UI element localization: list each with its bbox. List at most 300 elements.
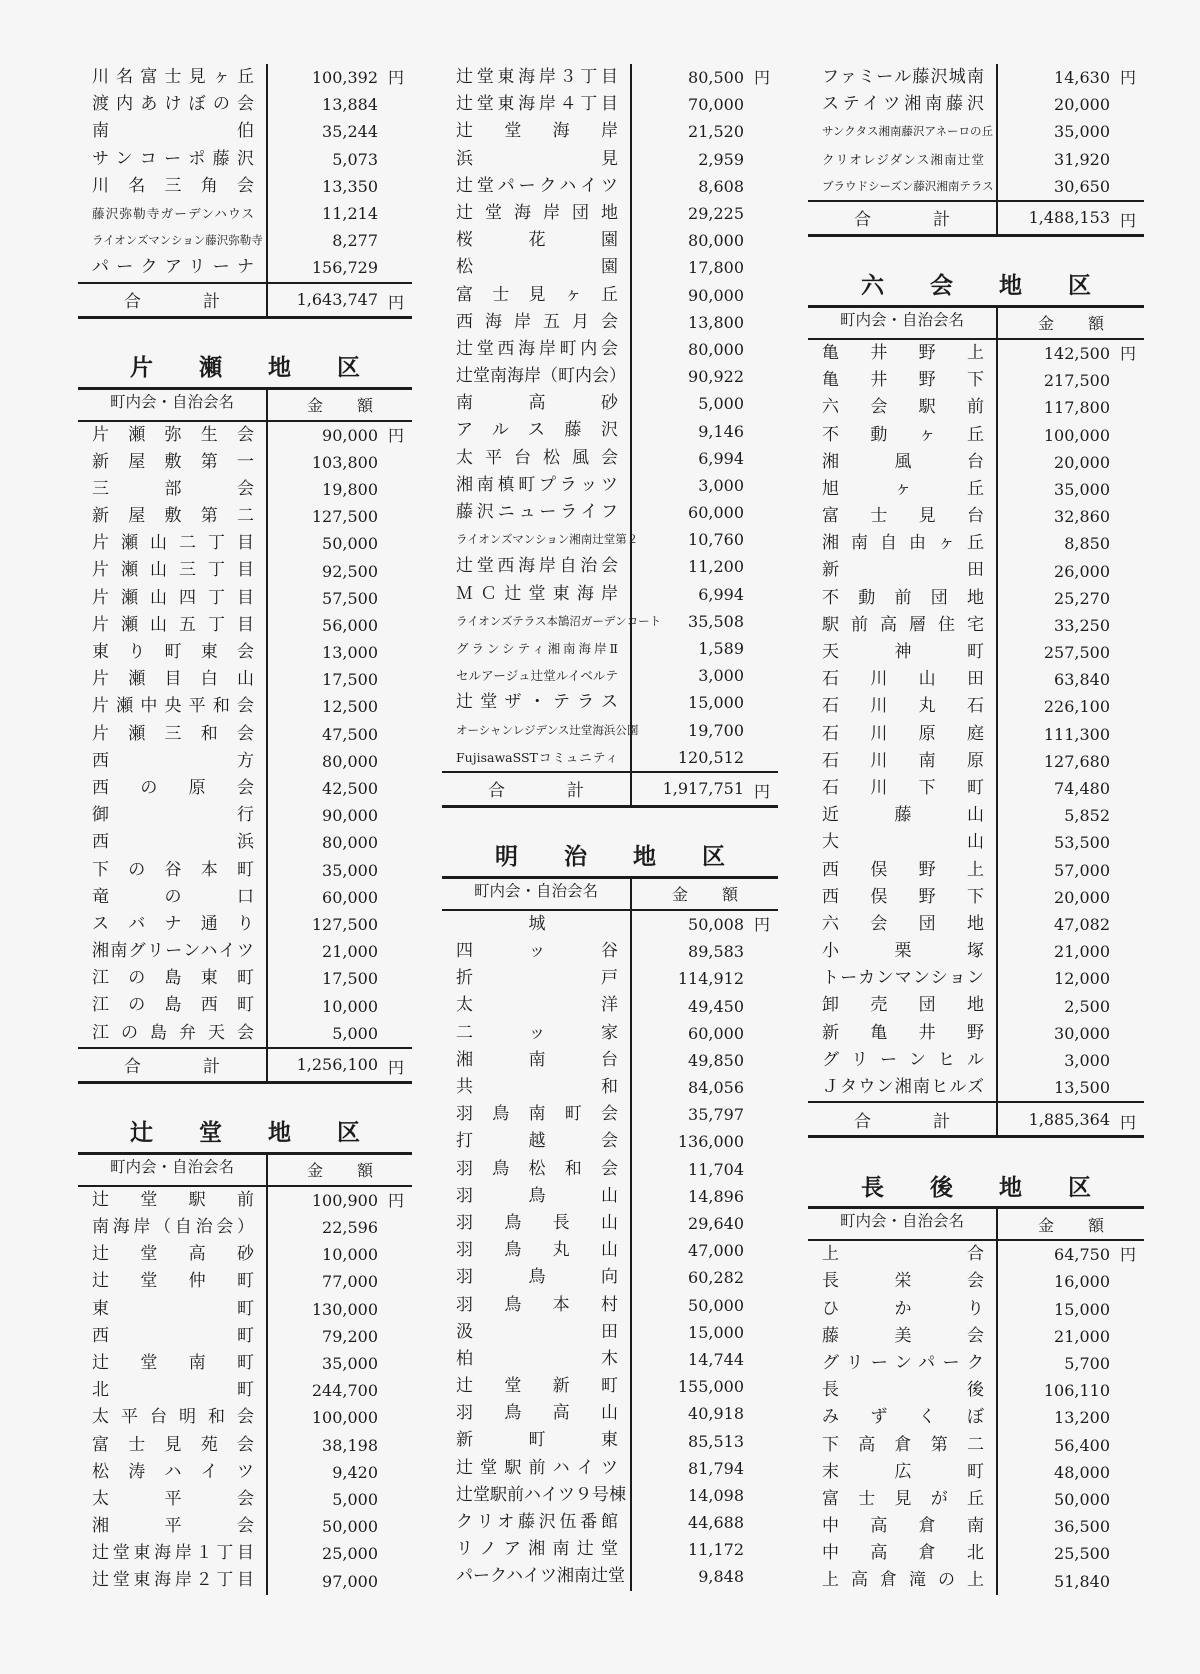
amount-value: 31,920 [1054, 149, 1110, 169]
association-name: 太洋 [442, 992, 632, 1019]
association-name: 辻堂パークハイツ [442, 173, 632, 200]
table-row [78, 1567, 412, 1594]
amount-cell [998, 1047, 1144, 1074]
amount-cell [268, 1404, 412, 1431]
amount-value: 114,912 [677, 969, 744, 989]
amount-cell [998, 91, 1144, 118]
amount-cell [998, 829, 1144, 856]
yen-unit: 円 [387, 1190, 404, 1210]
district-title-text: 片瀬地区 [130, 354, 360, 381]
amount-cell [998, 1459, 1144, 1486]
amount-value: 14,098 [688, 1485, 744, 1505]
table-row [808, 1323, 1144, 1350]
amount-value: 51,840 [1054, 1571, 1110, 1591]
association-name: 片瀬山四丁目 [78, 585, 268, 612]
amount-cell [632, 363, 778, 390]
association-name: 片瀬中央平和会 [78, 693, 268, 720]
table-row [442, 1020, 778, 1047]
table-row [808, 146, 1144, 173]
table-row [808, 340, 1144, 367]
association-name: 羽鳥高山 [442, 1400, 632, 1427]
amount-cell [268, 118, 412, 145]
total-label [808, 1103, 998, 1135]
amount-cell [632, 336, 778, 363]
amount-value: 10,000 [322, 1245, 378, 1265]
amount-value: 155,000 [677, 1377, 744, 1397]
association-name: 片瀬三和会 [78, 721, 268, 748]
amount-value: 29,640 [688, 1214, 744, 1234]
yen-unit: 円 [387, 1058, 404, 1078]
amount-value: 53,500 [1054, 833, 1110, 853]
amount-cell [632, 608, 778, 635]
amount-value: 90,000 [688, 285, 744, 305]
amount-value: 80,000 [688, 339, 744, 359]
yen-unit: 円 [753, 68, 770, 88]
association-name: 辻堂ザ・テラス [442, 689, 632, 716]
table-row [808, 1486, 1144, 1513]
association-name: 富士見台 [808, 503, 998, 530]
association-name: 北町 [78, 1377, 268, 1404]
amount-cell [998, 1020, 1144, 1047]
total-amount-value: 1,643,747 [296, 290, 378, 309]
table-row [78, 1513, 412, 1540]
table-row [442, 553, 778, 580]
table-row [808, 1404, 1144, 1431]
table-row [78, 965, 412, 992]
table-row [808, 612, 1144, 639]
amount-cell [998, 612, 1144, 639]
table-row [808, 1296, 1144, 1323]
amount-value: 14,896 [688, 1186, 744, 1206]
amount-cell [268, 775, 412, 802]
table-row [78, 693, 412, 720]
amount-value: 84,056 [688, 1078, 744, 1098]
amount-cell [268, 64, 412, 91]
amount-value: 13,200 [1054, 1408, 1110, 1428]
amount-cell [632, 445, 778, 472]
association-name: 石川南原 [808, 748, 998, 775]
amount-value: 21,000 [322, 942, 378, 962]
association-name: 富士見が丘 [808, 1486, 998, 1513]
amount-cell [632, 911, 778, 938]
amount-cell [632, 662, 778, 689]
amount-value: 42,500 [322, 779, 378, 799]
amount-cell [632, 1482, 778, 1509]
association-name: 折戸 [442, 965, 632, 992]
amount-cell [268, 530, 412, 557]
amount-cell [632, 472, 778, 499]
table-row [808, 721, 1144, 748]
association-name: クリオレジダンス湘南辻堂 [808, 146, 998, 173]
association-name: 片瀬山五丁目 [78, 612, 268, 639]
table-row [442, 146, 778, 173]
district-block [808, 64, 1144, 237]
amount-value: 120,512 [677, 747, 744, 767]
table-row [442, 227, 778, 254]
table-row [78, 449, 412, 476]
table-row [808, 64, 1144, 91]
amount-cell [632, 64, 778, 91]
total-amount [632, 779, 778, 802]
amount-cell [632, 499, 778, 526]
association-name: 三部会 [78, 476, 268, 503]
table-row [442, 1346, 778, 1373]
amount-cell [632, 227, 778, 254]
table-row [808, 775, 1144, 802]
amount-cell [998, 1513, 1144, 1540]
total-row [442, 771, 778, 808]
amount-value: 127,680 [1043, 751, 1110, 771]
amount-value: 17,500 [322, 670, 378, 690]
table-row [442, 445, 778, 472]
amount-cell [268, 857, 412, 884]
association-name: 辻堂新町 [442, 1373, 632, 1400]
amount-value: 21,000 [1054, 942, 1110, 962]
table-row [78, 612, 412, 639]
association-name: ライオンズテラス本鵠沼ガーデンコート [442, 608, 632, 635]
association-name: 辻堂仲町 [78, 1268, 268, 1295]
association-name: 羽鳥丸山 [442, 1237, 632, 1264]
amount-cell [268, 1241, 412, 1268]
amount-value: 50,000 [322, 1517, 378, 1537]
header-amount-a: 金 [306, 1161, 323, 1181]
table-row [808, 1567, 1144, 1594]
header-amount-b: 額 [357, 396, 374, 415]
association-name: 羽鳥山 [442, 1183, 632, 1210]
table-row [442, 1210, 778, 1237]
total-amount-value: 1,488,153 [1028, 208, 1110, 228]
amount-value: 8,850 [1064, 534, 1110, 554]
total-label-text: 合計 [124, 1057, 220, 1078]
yen-unit: 円 [387, 425, 404, 445]
table-row [442, 1319, 778, 1346]
amount-cell [268, 558, 412, 585]
amount-cell [632, 390, 778, 417]
association-name: 片瀬山二丁目 [78, 530, 268, 557]
table-row [808, 884, 1144, 911]
amount-cell [998, 965, 1144, 992]
yen-unit: 円 [1119, 211, 1136, 231]
association-name: 新屋敷第二 [78, 503, 268, 530]
association-name: 辻堂高砂 [78, 1241, 268, 1268]
yen-unit: 円 [1119, 68, 1136, 88]
association-name: 近藤山 [808, 802, 998, 829]
table-row [442, 1563, 778, 1590]
association-name: 打越会 [442, 1128, 632, 1155]
header-amount-a: 金 [671, 885, 688, 905]
amount-value: 47,082 [1054, 914, 1110, 934]
total-amount [998, 1109, 1144, 1132]
table-row [808, 1020, 1144, 1047]
amount-cell [632, 1237, 778, 1264]
table-row [808, 857, 1144, 884]
amount-value: 100,392 [311, 68, 378, 88]
amount-value: 30,000 [1054, 1023, 1110, 1043]
amount-value: 106,110 [1043, 1381, 1110, 1401]
association-name: 駅前高層住宅 [808, 612, 998, 639]
table-row [808, 173, 1144, 200]
association-name: 東り町東会 [78, 639, 268, 666]
association-name: セルアージュ辻堂ルイベルテ [442, 662, 632, 689]
association-name: リノア湘南辻堂 [442, 1536, 632, 1563]
table-row [808, 476, 1144, 503]
association-name: 片瀬弥生会 [78, 422, 268, 449]
district-block [442, 64, 778, 808]
amount-value: 17,800 [688, 258, 744, 278]
association-name: 柏木 [442, 1346, 632, 1373]
amount-cell [998, 1404, 1144, 1431]
association-name: 東町 [78, 1296, 268, 1323]
amount-cell [268, 693, 412, 720]
amount-cell [268, 200, 412, 227]
district-block [78, 64, 412, 319]
amount-cell [632, 1047, 778, 1074]
amount-cell [998, 173, 1144, 200]
association-name: 辻堂西海岸自治会 [442, 553, 632, 580]
amount-value: 6,994 [698, 584, 744, 604]
amount-cell [998, 639, 1144, 666]
association-name: 御行 [78, 802, 268, 829]
amount-value: 6,994 [698, 448, 744, 468]
amount-value: 25,000 [322, 1544, 378, 1564]
column-2 [442, 64, 778, 1591]
total-row [78, 282, 412, 319]
amount-cell [268, 993, 412, 1020]
total-amount [268, 1055, 412, 1078]
header-amount-b: 額 [722, 885, 739, 905]
total-row [808, 1101, 1144, 1138]
amount-value: 35,244 [322, 122, 378, 142]
association-name: 羽鳥長山 [442, 1210, 632, 1237]
amount-value: 20,000 [1054, 95, 1110, 115]
table-row [442, 1264, 778, 1291]
table-row [808, 1513, 1144, 1540]
table-row [78, 1486, 412, 1513]
table-row [78, 503, 412, 530]
table-row [442, 526, 778, 553]
amount-value: 244,700 [311, 1381, 378, 1401]
amount-value: 142,500 [1043, 344, 1110, 364]
amount-cell [632, 1292, 778, 1319]
district-title-text: 六会地区 [861, 272, 1091, 300]
association-name: 辻堂海岸団地 [442, 200, 632, 227]
header-amount [268, 1158, 412, 1181]
association-name: サンコーポ藤沢 [78, 146, 268, 173]
amount-value: 16,000 [1054, 1272, 1110, 1292]
association-name: 湘風台 [808, 449, 998, 476]
association-name: 新屋敷第一 [78, 449, 268, 476]
amount-value: 3,000 [1064, 1050, 1110, 1070]
amount-cell [998, 530, 1144, 557]
table-row [808, 693, 1144, 720]
amount-cell [268, 748, 412, 775]
total-label-text: 合計 [854, 210, 950, 231]
association-name: 藤沢弥勒寺ガーデンハウス [78, 200, 268, 227]
association-name: 辻堂東海岸４丁目 [442, 91, 632, 118]
header-name: 町内会・自治会名 [78, 390, 268, 420]
amount-cell [632, 200, 778, 227]
association-name: 松涛ハイツ [78, 1459, 268, 1486]
association-name: 藤美会 [808, 1323, 998, 1350]
district-block [78, 1110, 412, 1595]
yen-unit: 円 [1119, 1112, 1136, 1132]
table-row [442, 662, 778, 689]
table-row [78, 1020, 412, 1047]
table-row [808, 938, 1144, 965]
district-title [808, 263, 1144, 305]
district-title [78, 1110, 412, 1152]
amount-value: 22,596 [322, 1218, 378, 1238]
amount-value: 117,800 [1043, 398, 1110, 418]
amount-cell [998, 585, 1144, 612]
amount-value: 156,729 [311, 258, 378, 278]
amount-value: 85,513 [688, 1431, 744, 1451]
association-name: 浜見 [442, 146, 632, 173]
district-title [442, 834, 778, 876]
table-row [442, 717, 778, 744]
association-name: 富士見苑会 [78, 1432, 268, 1459]
header-amount-b: 額 [1088, 314, 1105, 334]
table-row [78, 1323, 412, 1350]
amount-value: 9,146 [698, 421, 744, 441]
amount-value: 130,000 [311, 1299, 378, 1319]
amount-cell [632, 526, 778, 553]
amount-cell [268, 1296, 412, 1323]
association-name: 辻堂駅前ハイツ [442, 1455, 632, 1482]
table-row [808, 530, 1144, 557]
table-row [442, 1509, 778, 1536]
association-name: 羽鳥本村 [442, 1292, 632, 1319]
amount-value: 30,650 [1054, 176, 1110, 196]
amount-value: 11,704 [688, 1159, 744, 1179]
amount-cell [632, 717, 778, 744]
amount-cell [268, 1568, 412, 1595]
table-row [78, 992, 412, 1019]
total-label [442, 773, 632, 805]
amount-value: 90,000 [322, 425, 378, 445]
association-name: 辻堂東海岸３丁目 [442, 64, 632, 91]
amount-value: 15,000 [688, 693, 744, 713]
amount-cell [268, 1540, 412, 1567]
amount-value: 36,500 [1054, 1517, 1110, 1537]
amount-value: 217,500 [1043, 371, 1110, 391]
table-row [808, 1074, 1144, 1101]
amount-cell [268, 422, 412, 449]
table-row [442, 1427, 778, 1454]
amount-cell [268, 146, 412, 173]
amount-cell [268, 1377, 412, 1404]
table-row [808, 585, 1144, 612]
amount-value: 11,200 [688, 557, 744, 577]
amount-value: 19,800 [322, 479, 378, 499]
table-row [808, 1459, 1144, 1486]
header-name: 町内会・自治会名 [808, 308, 998, 338]
table-row [442, 254, 778, 281]
total-label-text: 合計 [488, 781, 584, 802]
table-row [808, 1241, 1144, 1268]
amount-cell [632, 1509, 778, 1536]
amount-value: 5,000 [332, 1023, 378, 1043]
association-name: 天神町 [808, 639, 998, 666]
amount-cell [998, 938, 1144, 965]
header-amount-b: 額 [1088, 1215, 1105, 1235]
table-row [442, 282, 778, 309]
amount-cell [268, 1513, 412, 1540]
amount-cell [268, 802, 412, 829]
amount-cell [632, 1128, 778, 1155]
amount-value: 13,500 [1054, 1078, 1110, 1098]
association-name: 西方 [78, 748, 268, 775]
amount-value: 100,000 [1043, 425, 1110, 445]
amount-cell [998, 146, 1144, 173]
association-name: 羽鳥向 [442, 1264, 632, 1291]
amount-cell [632, 938, 778, 965]
table-row [78, 911, 412, 938]
amount-cell [268, 1214, 412, 1241]
amount-value: 3,000 [698, 475, 744, 495]
amount-cell [998, 422, 1144, 449]
amount-value: 97,000 [322, 1571, 378, 1591]
association-name: 南高砂 [442, 390, 632, 417]
association-name: 江の島西町 [78, 992, 268, 1019]
column-3 [808, 64, 1144, 1595]
table-row [808, 666, 1144, 693]
table-row [442, 417, 778, 444]
amount-cell [632, 418, 778, 445]
association-name: 江の島弁天会 [78, 1020, 268, 1047]
table-header [78, 1152, 412, 1187]
association-name: 太平台松風会 [442, 445, 632, 472]
amount-cell [268, 227, 412, 254]
amount-cell [268, 503, 412, 530]
association-name: 亀井野上 [808, 340, 998, 367]
amount-cell [632, 1319, 778, 1346]
amount-cell [268, 91, 412, 118]
amount-cell [998, 1323, 1144, 1350]
association-name: 湘南自由ヶ丘 [808, 530, 998, 557]
amount-cell [268, 1350, 412, 1377]
table-row [78, 1432, 412, 1459]
association-name: パークアリーナ [78, 254, 268, 281]
header-name: 町内会・自治会名 [78, 1155, 268, 1185]
table-row [78, 1350, 412, 1377]
association-name: 西俣野下 [808, 884, 998, 911]
table-row [78, 748, 412, 775]
amount-value: 49,450 [688, 996, 744, 1016]
table-row [442, 1536, 778, 1563]
table-row [78, 1404, 412, 1431]
amount-value: 15,000 [1054, 1299, 1110, 1319]
amount-cell [998, 1540, 1144, 1567]
yen-unit: 円 [1119, 1245, 1136, 1265]
amount-cell [998, 1296, 1144, 1323]
amount-value: 79,200 [322, 1326, 378, 1346]
total-label [808, 202, 998, 234]
association-name: アルス藤沢 [442, 417, 632, 444]
table-row [808, 1350, 1144, 1377]
association-name: 南海岸（自治会） [78, 1214, 268, 1241]
amount-value: 127,500 [311, 914, 378, 934]
amount-cell [268, 449, 412, 476]
association-name: パークハイツ湘南辻堂 [442, 1563, 632, 1590]
header-amount [268, 393, 412, 416]
table-row [442, 581, 778, 608]
association-name: 川名富士見ヶ丘 [78, 64, 268, 91]
amount-value: 38,198 [322, 1435, 378, 1455]
amount-value: 60,000 [688, 1023, 744, 1043]
table-row [442, 64, 778, 91]
amount-value: 13,000 [322, 643, 378, 663]
